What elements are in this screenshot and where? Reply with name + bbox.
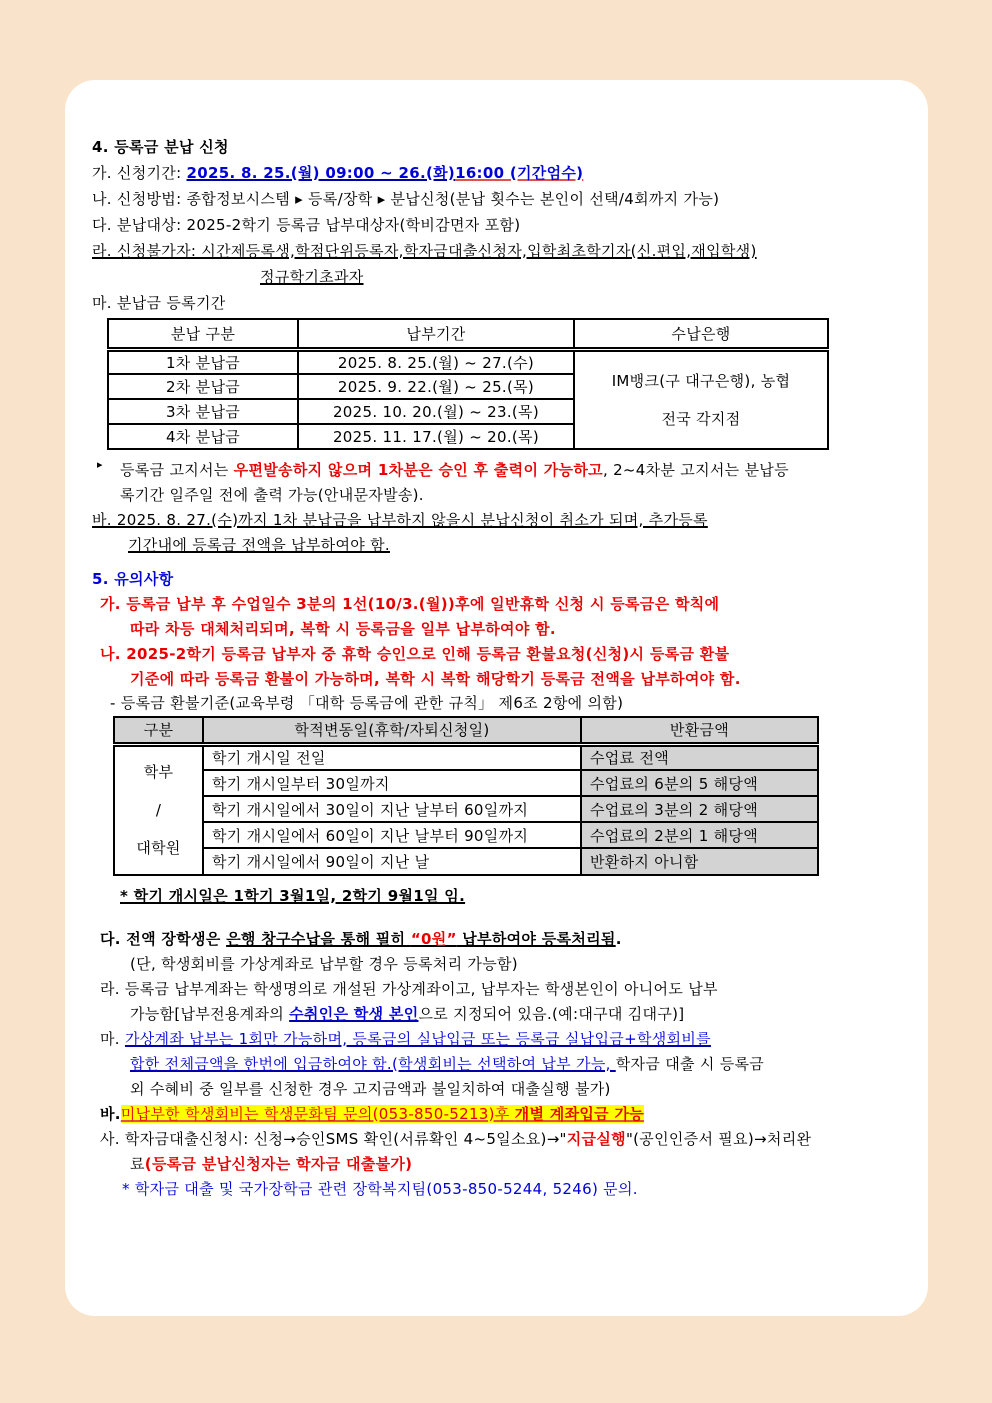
refund-basis-line: - 등록금 환불기준(교육부령 「대학 등록금에 관한 규칙」 제6조 2항에 의함) bbox=[110, 694, 624, 712]
cancel-notice-text1: 바. 2025. 8. 27.(수)까지 1차 분납금을 납부하지 않을시 분납신청이 취소가 되며, 추가등록 bbox=[92, 511, 708, 529]
virtual-account-line1: 라. 등록금 납부계좌는 학생명의로 개설된 가상계좌이고, 납부자는 학생본인이 아니어도 납부 bbox=[100, 979, 718, 998]
refund-header-date: 학적변동일(휴학/자퇴신청일) bbox=[203, 717, 581, 744]
loan-process-line2 bbox=[92, 1152, 928, 1177]
scholarship-sub-line: (단, 학생회비를 가상계좌로 납부할 경우 등록처리 가능함) bbox=[130, 954, 518, 973]
refund-group-cell bbox=[114, 744, 203, 875]
application-method-line: 나. 신청방법: 종합정보시스템 ▸ 등록/장학 ▸ 분납신청(분납 횟수는 본인이 선택/4회까지 가능) bbox=[92, 190, 720, 208]
bill-notice-pre: 등록금 고지서는 bbox=[120, 461, 234, 479]
installment-1-label: 1차 분납금 bbox=[108, 349, 298, 374]
onetime-payment-line3: 외 수혜비 중 일부를 신청한 경우 고지금액과 불일치하여 대출실행 불가) bbox=[130, 1079, 611, 1098]
leave-notice-text1: 가. 등록금 납부 후 수업일수 3분의 1선(10/3.(월))후에 일반휴학 신청 시 등록금은 학칙에 bbox=[100, 595, 720, 613]
cancel-notice-line2 bbox=[92, 533, 928, 558]
bank-name: IM뱅크(구 대구은행), 농협 bbox=[611, 371, 791, 390]
payee-student-text: 수취인은 학생 본인 bbox=[289, 1004, 419, 1023]
virtual-account-post: 으로 지정되어 있음.(예:대구대 김대구)] bbox=[418, 1004, 685, 1023]
zero-won-text: “0원” bbox=[410, 929, 457, 948]
scholarship-zero-line bbox=[92, 927, 928, 952]
installment-table bbox=[107, 318, 829, 450]
unpaid-fee-label: 바. bbox=[100, 1104, 121, 1123]
application-period-deadline: 16:00 (기간엄수) bbox=[455, 164, 584, 182]
ineligible-text: 라. 신청불가자: 시간제등록생,학점단위등록자,학자금대출신청자,입학최초학기자(신.편입,재입학생) bbox=[92, 242, 757, 260]
installment-3-period: 2025. 10. 20.(월) ~ 23.(목) bbox=[298, 399, 574, 424]
section5-title-text: 5. 유의사항 bbox=[92, 570, 174, 588]
loan-restriction-text: (등록금 분납신청자는 학자금 대출불가) bbox=[144, 1154, 413, 1173]
refund-notice-line2 bbox=[92, 667, 928, 692]
table-row bbox=[108, 349, 828, 374]
bank-cell bbox=[574, 349, 828, 449]
installment-1-period: 2025. 8. 25.(월) ~ 27.(수) bbox=[298, 349, 574, 374]
unpaid-fee-bold: 개별 계좌입금 가능 bbox=[514, 1104, 645, 1123]
onetime-label: 마. bbox=[100, 1029, 125, 1048]
installment-target-line: 다. 분납대상: 2025-2학기 등록금 납부대상자(학비감면자 포함) bbox=[92, 216, 521, 234]
scholarship-tail: . bbox=[615, 929, 622, 948]
cancel-notice-line1 bbox=[92, 508, 928, 533]
document-content bbox=[92, 134, 928, 1202]
refund-notice-text2: 기준에 따라 등록금 환불이 가능하며, 복학 시 복학 해당학기 등록금 전액을 납부하여야 함. bbox=[130, 670, 741, 688]
refund-row1-date: 학기 개시일 전일 bbox=[203, 744, 581, 770]
installment-2-label: 2차 분납금 bbox=[108, 374, 298, 399]
leave-notice-line2 bbox=[92, 617, 928, 642]
refund-row2-date: 학기 개시일부터 30일까지 bbox=[203, 770, 581, 796]
section4-title bbox=[92, 134, 928, 160]
ineligible-line bbox=[92, 238, 928, 264]
loan-process-ryo: 료 bbox=[130, 1154, 145, 1173]
scholarship-pre: 다. 전액 장학생은 bbox=[100, 929, 227, 948]
section4-title-text: 4. 등록금 분납 신청 bbox=[92, 138, 229, 156]
refund-row5-amount: 반환하지 아니함 bbox=[581, 848, 818, 874]
scholarship-underline bbox=[226, 930, 616, 948]
ineligible-line2 bbox=[92, 264, 928, 290]
refund-row3-date: 학기 개시일에서 30일이 지난 날부터 60일까지 bbox=[203, 796, 581, 822]
installment-3-label: 3차 분납금 bbox=[108, 399, 298, 424]
bill-notice-line2: 록기간 일주일 전에 출력 가능(안내문자발송). bbox=[120, 486, 424, 504]
installment-header-period: 납부기간 bbox=[298, 319, 574, 349]
group-undergrad: 학부 bbox=[143, 762, 174, 781]
group-grad: 대학원 bbox=[136, 838, 181, 857]
installment-4-label: 4차 분납금 bbox=[108, 424, 298, 449]
section5-title bbox=[92, 566, 928, 592]
refund-row4-date: 학기 개시일에서 60일이 지난 날부터 90일까지 bbox=[203, 822, 581, 848]
loan-process-pre: 사. 학자금대출신청시: 신청→승인SMS 확인(서류확인 4~5일소요)→" bbox=[100, 1129, 567, 1148]
bank-branches: 전국 각지점 bbox=[661, 409, 741, 428]
loan-execution-text: 지급실행 bbox=[566, 1129, 626, 1148]
refund-table-header-row bbox=[114, 717, 818, 744]
unpaid-fee-highlight bbox=[121, 1105, 644, 1123]
refund-header-category: 구분 bbox=[114, 717, 203, 744]
application-period-label: 가. 신청기간: bbox=[92, 164, 187, 182]
semester-start-footnote bbox=[92, 884, 928, 909]
semester-start-footnote-text: * 학기 개시일은 1학기 3월1일, 2학기 9월1일 임. bbox=[120, 886, 466, 905]
leave-notice-text2: 따라 차등 대체처리되며, 복학 시 등록금을 일부 납부하여야 함. bbox=[130, 620, 556, 638]
table-row bbox=[114, 848, 818, 874]
virtual-account-pre: 가능함[납부전용계좌의 bbox=[130, 1004, 290, 1023]
loan-process-line1 bbox=[92, 1127, 928, 1152]
refund-row2-amount: 수업료의 6분의 5 해당액 bbox=[581, 770, 818, 796]
installment-2-period: 2025. 9. 22.(월) ~ 25.(목) bbox=[298, 374, 574, 399]
document-panel bbox=[65, 80, 928, 1316]
application-period-line bbox=[92, 160, 928, 186]
refund-header-amount: 반환금액 bbox=[581, 717, 818, 744]
refund-notice-text1: 나. 2025-2학기 등록금 납부자 중 휴학 승인으로 인해 등록금 환불요청(신청)시 등록금 환불 bbox=[100, 645, 730, 663]
table-row bbox=[114, 796, 818, 822]
application-period-value: 2025. 8. 25.(월) 09:00 ~ 26.(화) bbox=[186, 164, 456, 182]
cancel-notice-text2: 기간내에 등록금 전액을 납부하여야 함. bbox=[128, 536, 390, 554]
bill-notice-emphasis: 우편발송하지 않으며 1차분은 승인 후 출력이 가능하고 bbox=[233, 461, 603, 479]
contact-text: * 학자금 대출 및 국가장학금 관련 장학복지팀(053-850-5244, 5246) 문의. bbox=[122, 1179, 638, 1198]
onetime-payment-line1 bbox=[92, 1027, 928, 1052]
refund-notice-line1 bbox=[92, 642, 928, 667]
refund-row3-amount: 수업료의 3분의 2 해당액 bbox=[581, 796, 818, 822]
scholarship-ul-pre: 은행 창구수납을 통해 필히 bbox=[226, 929, 411, 948]
loan-process-post: "(공인인증서 필요)→처리완 bbox=[625, 1129, 812, 1148]
table-row bbox=[114, 744, 818, 770]
bill-notice bbox=[92, 458, 928, 508]
unpaid-fee-line bbox=[92, 1102, 928, 1127]
installment-4-period: 2025. 11. 17.(월) ~ 20.(목) bbox=[298, 424, 574, 449]
onetime-blue1: 가상계좌 납부는 1회만 가능하며, 등록금의 실납입금 또는 등록금 실납입금+학생회비를 bbox=[124, 1029, 711, 1048]
installment-header-bank: 수납은행 bbox=[574, 319, 828, 349]
virtual-account-line2 bbox=[92, 1002, 928, 1027]
refund-row5-date: 학기 개시일에서 90일이 지난 날 bbox=[203, 848, 581, 874]
refund-row1-amount: 수업료 전액 bbox=[581, 744, 818, 770]
unpaid-fee-text: 미납부한 학생회비는 학생문화팀 문의(053-850-5213)후 bbox=[120, 1104, 515, 1123]
registration-period-line: 마. 분납금 등록기간 bbox=[92, 294, 226, 312]
bill-notice-line1 bbox=[120, 458, 928, 483]
leave-notice-line1 bbox=[92, 592, 928, 617]
installment-table-header-row bbox=[108, 319, 828, 349]
onetime-payment-line2 bbox=[92, 1052, 928, 1077]
installment-header-category: 분납 구분 bbox=[108, 319, 298, 349]
refund-row4-amount: 수업료의 2분의 1 해당액 bbox=[581, 822, 818, 848]
onetime-blue2: 합한 전체금액을 한번에 입금하여야 함.(학생회비는 선택하여 납부 가능, bbox=[130, 1054, 616, 1073]
triangle-bullet-icon: ▸ bbox=[97, 458, 103, 471]
bill-notice-post1: , 2~4차분 고지서는 분납등 bbox=[602, 461, 789, 479]
table-row bbox=[114, 770, 818, 796]
ineligible-text2: 정규학기초과자 bbox=[260, 268, 364, 286]
contact-line bbox=[92, 1177, 928, 1202]
refund-table bbox=[113, 716, 819, 876]
scholarship-ul-post: 납부하여야 등록처리됨 bbox=[456, 929, 616, 948]
group-slash: / bbox=[155, 800, 162, 819]
table-row bbox=[114, 822, 818, 848]
onetime-black2: 학자금 대출 시 등록금 bbox=[615, 1054, 765, 1073]
